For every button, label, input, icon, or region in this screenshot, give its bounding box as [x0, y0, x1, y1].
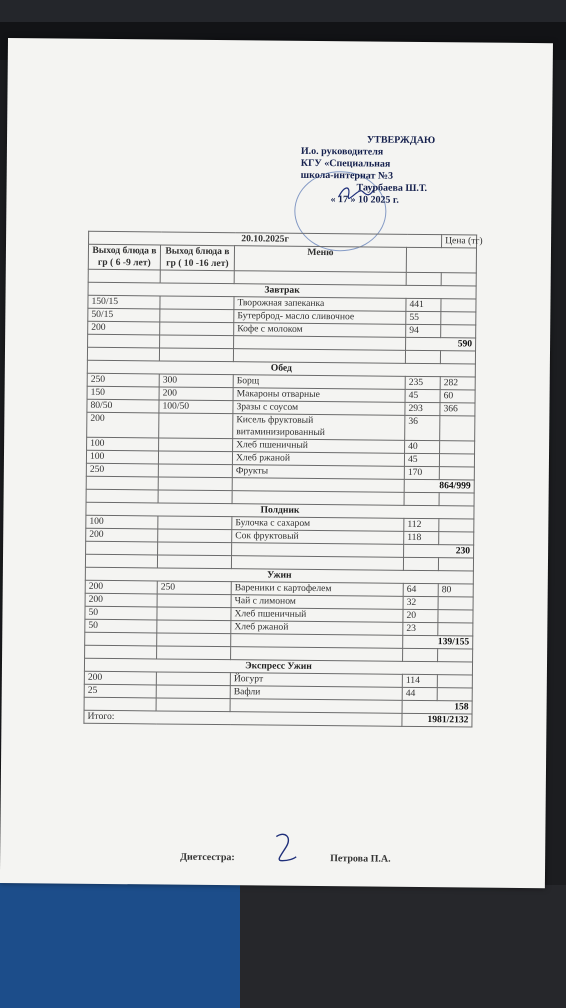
- dish-name: Вафли: [230, 686, 402, 701]
- blank-cell: [406, 272, 441, 285]
- price-10-16: [438, 623, 473, 636]
- portion-10-16: [157, 620, 231, 634]
- portion-6-9: 200: [88, 321, 160, 335]
- dish-name: Сок фруктовый: [232, 530, 404, 545]
- blank-cell: [404, 492, 439, 505]
- price-6-9: 20: [403, 609, 438, 622]
- portion-6-9: 250: [86, 463, 158, 477]
- empty-cell: [85, 632, 157, 646]
- approval-block: [300, 134, 481, 208]
- price-6-9: 114: [402, 674, 437, 687]
- blank-cell: [160, 270, 234, 284]
- blank-cell: [438, 558, 473, 571]
- col-header-price: [406, 247, 476, 273]
- blank-cell: [158, 490, 232, 504]
- section-total: 590: [406, 337, 476, 351]
- price-6-9: 118: [404, 531, 439, 544]
- portion-10-16: [160, 309, 234, 323]
- desk-glare: [0, 0, 566, 22]
- blank-cell: [439, 493, 474, 506]
- blank-cell: [88, 269, 160, 283]
- blank-cell: [440, 351, 475, 364]
- dish-name: Кисель фруктовый витаминизированный: [233, 414, 405, 441]
- price-10-16: [437, 688, 472, 701]
- portion-10-16: [156, 672, 230, 686]
- portion-6-9: 80/50: [87, 399, 159, 413]
- portion-6-9: 200: [87, 412, 159, 438]
- grand-total-row: [84, 710, 472, 727]
- dish-name: Борщ: [233, 375, 405, 390]
- empty-cell: [158, 542, 232, 556]
- empty-cell: [88, 334, 160, 348]
- col-header-10-16: Выход блюда в гр ( 10 -16 лет): [160, 245, 234, 271]
- price-10-16: 366: [440, 403, 475, 416]
- col-header-menu: Меню: [234, 246, 406, 273]
- dish-name: Хлеб ржаной: [231, 621, 403, 636]
- blank-cell: [159, 348, 233, 362]
- empty-cell: [86, 476, 158, 490]
- menu-date: 20.10.2025г: [89, 231, 442, 247]
- dish-name: Булочка с сахаром: [232, 517, 404, 532]
- price-6-9: 55: [406, 311, 441, 324]
- section-total: 158: [402, 700, 472, 714]
- price-10-16: [439, 532, 474, 545]
- dish-name: Хлеб ржаной: [232, 452, 404, 467]
- price-6-9: 40: [405, 440, 440, 453]
- dish-name: Хлеб пшеничный: [233, 439, 405, 454]
- section-title: Полдник: [86, 502, 474, 519]
- dietitian-name: Петрова П.А.: [330, 853, 391, 865]
- portion-6-9: 200: [85, 580, 157, 594]
- portion-10-16: [156, 685, 230, 699]
- dish-name: Зразы с соусом: [233, 401, 405, 416]
- portion-10-16: 300: [159, 374, 233, 388]
- table-row: [87, 412, 475, 441]
- price-10-16: 60: [440, 390, 475, 403]
- portion-6-9: 100: [87, 437, 159, 451]
- section-total: 139/155: [403, 635, 473, 649]
- price-6-9: 441: [406, 298, 441, 311]
- price-header: Цена (тг): [442, 235, 477, 248]
- section-title: Экспресс Ужин: [84, 658, 472, 675]
- empty-cell: [84, 697, 156, 711]
- section-total: 230: [404, 544, 474, 558]
- col-header-6-9: Выход блюда в гр ( 6 -9 лет): [88, 244, 160, 270]
- approval-signer: Таурбаева Ш.Т.: [356, 182, 428, 195]
- dish-name: Макароны отварные: [233, 388, 405, 403]
- dish-name: Чай с лимоном: [231, 595, 403, 610]
- price-6-9: 32: [403, 596, 438, 609]
- portion-10-16: [157, 607, 231, 621]
- price-10-16: 80: [438, 584, 473, 597]
- portion-6-9: 100: [86, 450, 158, 464]
- price-6-9: 235: [405, 376, 440, 389]
- price-6-9: 45: [405, 389, 440, 402]
- blank-cell: [403, 648, 438, 661]
- price-10-16: [441, 299, 476, 312]
- blank-cell: [157, 555, 231, 569]
- portion-10-16: [160, 322, 234, 336]
- blank-cell: [157, 646, 231, 660]
- approval-line2: КГУ «Специальная: [300, 157, 391, 170]
- price-6-9: 112: [404, 518, 439, 531]
- dish-name: Фрукты: [232, 465, 404, 480]
- price-10-16: [438, 610, 473, 623]
- empty-cell: [156, 698, 230, 712]
- dietitian-label: Диетсестра:: [180, 851, 235, 864]
- portion-10-16: 100/50: [159, 400, 233, 414]
- approval-line3: школа-интернат №3: [300, 169, 394, 182]
- blank-cell: [85, 645, 157, 659]
- price-10-16: [438, 597, 473, 610]
- empty-cell: [158, 477, 232, 491]
- portion-10-16: [158, 451, 232, 465]
- dietitian-line: [180, 851, 440, 865]
- empty-cell: [157, 633, 231, 647]
- menu-sheet: [0, 38, 553, 888]
- portion-10-16: [159, 438, 233, 452]
- portion-6-9: 150/15: [88, 295, 160, 309]
- approval-line1: И.о. руководителя: [300, 145, 384, 158]
- price-10-16: [441, 312, 476, 325]
- blank-cell: [85, 554, 157, 568]
- portion-6-9: 200: [86, 528, 158, 542]
- portion-10-16: [158, 529, 232, 543]
- desk-corner: [240, 885, 566, 1008]
- portion-6-9: 200: [84, 671, 156, 685]
- portion-6-9: 50/15: [88, 308, 160, 322]
- dish-name: Вареники с картофелем: [231, 582, 403, 597]
- dish-name: Йогурт: [230, 673, 402, 688]
- portion-6-9: 200: [85, 593, 157, 607]
- price-6-9: 64: [403, 583, 438, 596]
- portion-6-9: 25: [84, 684, 156, 698]
- section-title: Завтрак: [88, 282, 476, 299]
- menu-table: [83, 231, 483, 728]
- dish-name: Кофе с молоком: [234, 323, 406, 338]
- portion-10-16: [159, 413, 233, 439]
- approval-date: « 17 » 10 2025 г.: [330, 194, 399, 206]
- blank-cell: [441, 273, 476, 286]
- section-total: 864/999: [404, 479, 474, 493]
- price-6-9: 170: [404, 466, 439, 479]
- blank-cell: [87, 347, 159, 361]
- price-10-16: [439, 519, 474, 532]
- portion-6-9: 250: [87, 373, 159, 387]
- price-6-9: 44: [402, 687, 437, 700]
- portion-6-9: 50: [85, 619, 157, 633]
- price-10-16: [441, 325, 476, 338]
- blank-cell: [403, 557, 438, 570]
- portion-10-16: [157, 594, 231, 608]
- section-title: Ужин: [85, 567, 473, 584]
- grand-total: 1981/2132: [402, 713, 472, 727]
- portion-6-9: 50: [85, 606, 157, 620]
- empty-cell: [160, 335, 234, 349]
- blank-cell: [438, 649, 473, 662]
- portion-10-16: [158, 516, 232, 530]
- portion-10-16: 200: [159, 387, 233, 401]
- price-10-16: [439, 454, 474, 467]
- blank-cell: [405, 350, 440, 363]
- blue-folder: [0, 880, 240, 1008]
- portion-10-16: 250: [157, 581, 231, 595]
- approval-title: УТВЕРЖДАЮ: [366, 134, 436, 147]
- price-6-9: 94: [406, 324, 441, 337]
- dish-name: Бутерброд- масло сливочное: [234, 310, 406, 325]
- section-title: Обед: [87, 360, 475, 377]
- dish-name: Хлеб пшеничный: [231, 608, 403, 623]
- grand-total-label: Итого:: [84, 710, 402, 726]
- price-10-16: [440, 416, 475, 441]
- price-6-9: 36: [405, 415, 440, 440]
- price-6-9: 45: [404, 453, 439, 466]
- portion-10-16: [158, 464, 232, 478]
- price-10-16: [440, 441, 475, 454]
- empty-cell: [86, 541, 158, 555]
- blank-cell: [86, 489, 158, 503]
- price-10-16: [437, 675, 472, 688]
- dietitian-signature: [270, 831, 300, 865]
- portion-10-16: [160, 296, 234, 310]
- price-10-16: [439, 467, 474, 480]
- price-6-9: 293: [405, 402, 440, 415]
- price-6-9: 23: [403, 622, 438, 635]
- portion-6-9: 150: [87, 386, 159, 400]
- price-10-16: 282: [440, 377, 475, 390]
- portion-6-9: 100: [86, 515, 158, 529]
- dish-name: Творожная запеканка: [234, 297, 406, 312]
